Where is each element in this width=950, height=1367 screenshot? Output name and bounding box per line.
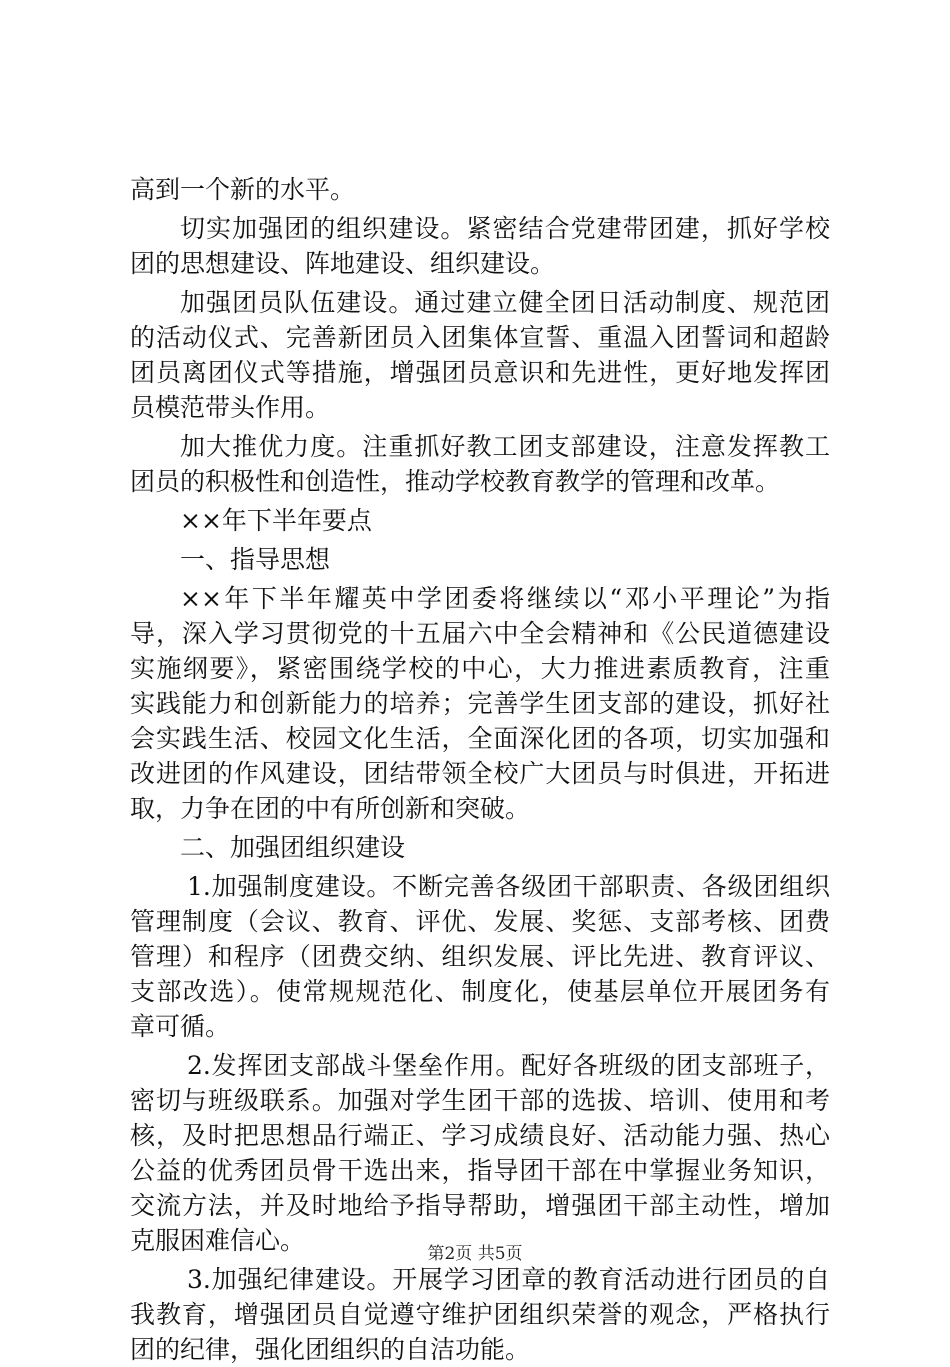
paragraph xyxy=(130,581,830,826)
text-line: 团的纪律，强化团组织的自洁功能。 xyxy=(130,1335,531,1364)
text-line: 1.加强制度建设。不断完善各级团干部职责、各级团组织 xyxy=(187,872,830,901)
text-line: 团员离团仪式等措施，增强团员意识和先进性，更好地发挥团 xyxy=(130,358,830,387)
document-body xyxy=(130,172,830,1367)
text-line: 改进团的作风建设，团结带领全校广大团员与时俱进，开拓进 xyxy=(130,759,830,788)
text-line: 管理）和程序（团费交纳、组织发展、评比先进、教育评议、 xyxy=(130,942,830,971)
text-line: 会实践生活、校园文化生活，全面深化团的各项，切实加强和 xyxy=(130,724,830,753)
paragraph xyxy=(130,1048,830,1258)
text-line: 管理制度（会议、教育、评优、发展、奖惩、支部考核、团费 xyxy=(130,907,830,936)
text-line: 我教育，增强团员自觉遵守维护团组织荣誉的观念，严格执行 xyxy=(130,1300,830,1329)
text-line: ××年下半年要点 xyxy=(180,506,372,535)
text-line: 高到一个新的水平。 xyxy=(130,175,356,204)
text-line: 克服困难信心。 xyxy=(130,1226,306,1255)
text-line: 实践能力和创新能力的培养；完善学生团支部的建设，抓好社 xyxy=(130,689,830,718)
text-line: 核，及时把思想品行端正、学习成绩良好、活动能力强、热心 xyxy=(130,1121,830,1150)
text-line: 一、指导思想 xyxy=(180,545,331,574)
text-line: 支部改选）。使常规规范化、制度化，使基层单位开展团务有 xyxy=(130,977,830,1006)
text-line: 导，深入学习贯彻党的十五届六中全会精神和《公民道德建设 xyxy=(130,619,830,648)
paragraph xyxy=(130,429,830,499)
paragraph xyxy=(130,211,830,281)
text-line: 公益的优秀团员骨干选出来，指导团干部在中掌握业务知识， xyxy=(130,1156,830,1185)
paragraph xyxy=(130,542,830,577)
text-line: 2.发挥团支部战斗堡垒作用。配好各班级的团支部班子， xyxy=(187,1051,830,1080)
text-line: 团员的积极性和创造性，推动学校教育教学的管理和改革。 xyxy=(130,467,781,496)
text-line: 加大推优力度。注重抓好教工团支部建设，注意发挥教工 xyxy=(180,432,830,461)
paragraph xyxy=(130,503,830,538)
paragraph xyxy=(130,830,830,865)
text-line: 密切与班级联系。加强对学生团干部的选拔、培训、使用和考 xyxy=(130,1086,830,1115)
text-line: 二、加强团组织建设 xyxy=(180,833,406,862)
text-line: ××年下半年耀英中学团委将继续以“邓小平理论”为指 xyxy=(180,584,830,613)
text-line: 3.加强纪律建设。开展学习团章的教育活动进行团员的自 xyxy=(187,1265,830,1294)
text-line: 员模范带头作用。 xyxy=(130,393,331,422)
text-line: 实施纲要》，紧密围绕学校的中心，大力推进素质教育，注重 xyxy=(130,654,830,683)
text-line: 取，力争在团的中有所创新和突破。 xyxy=(130,794,531,823)
text-line: 交流方法，并及时地给予指导帮助，增强团干部主动性，增加 xyxy=(130,1191,830,1220)
text-line: 的活动仪式、完善新团员入团集体宣誓、重温入团誓词和超龄 xyxy=(130,323,830,352)
paragraph xyxy=(130,1262,830,1367)
page-footer: 第2页 共5页 xyxy=(427,1244,523,1264)
text-line: 切实加强团的组织建设。紧密结合党建带团建，抓好学校 xyxy=(180,214,830,243)
text-line: 团的思想建设、阵地建设、组织建设。 xyxy=(130,249,556,278)
paragraph xyxy=(130,285,830,425)
paragraph xyxy=(130,172,830,207)
text-line: 加强团员队伍建设。通过建立健全团日活动制度、规范团 xyxy=(180,288,830,317)
text-line: 章可循。 xyxy=(130,1012,231,1041)
paragraph xyxy=(130,869,830,1044)
